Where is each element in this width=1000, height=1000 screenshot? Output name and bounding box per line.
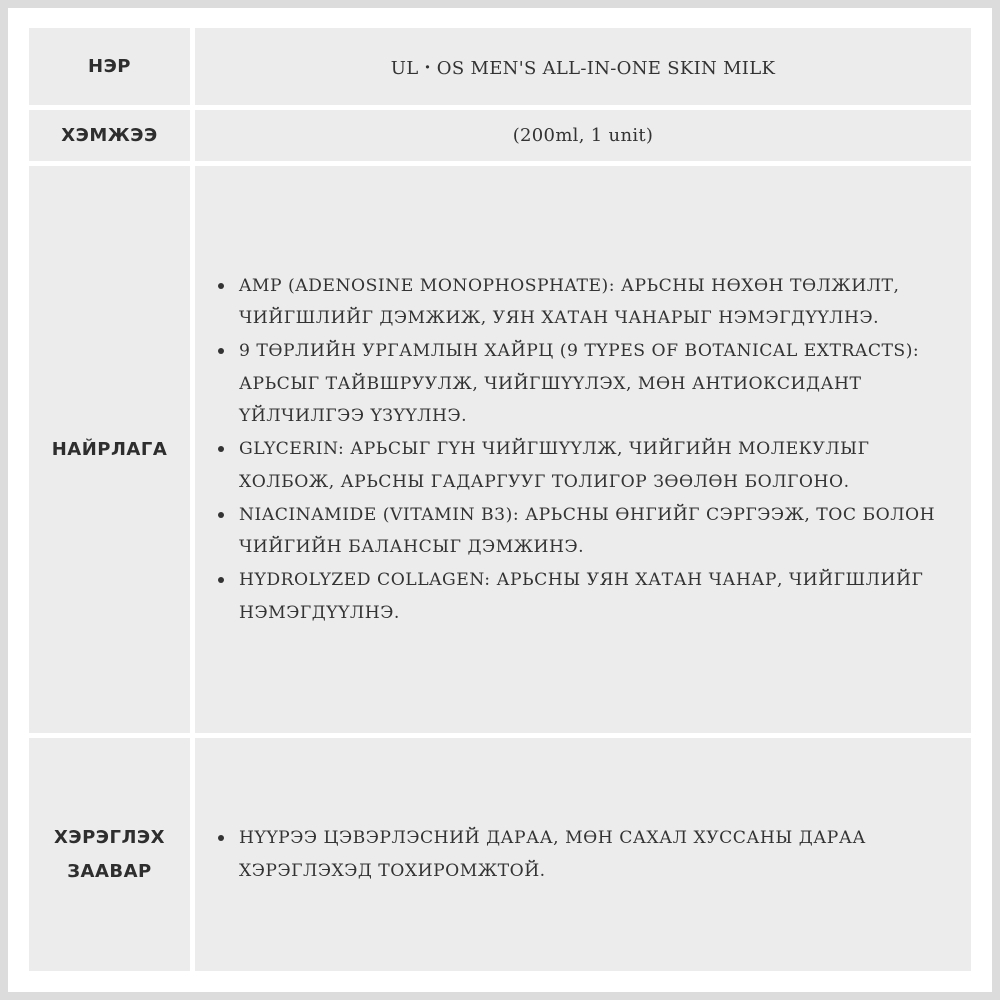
size-value-cell <box>195 110 971 161</box>
ingredient-item: GLYCERIN: АРЬСЫГ ГҮН ЧИЙГШҮҮЛЖ, ЧИЙГИЙН МОЛЕКУЛЫГ ХОЛБОЖ, АРЬСНЫ ГАДАРГУУГ ТОЛИГОР ЗӨӨЛӨН БОЛГОНО. <box>217 433 947 498</box>
ingredient-item: 9 ТӨРЛИЙН УРГАМЛЫН ХАЙРЦ (9 TYPES OF BOTANICAL EXTRACTS): АРЬСЫГ ТАЙВШРУУЛЖ, ЧИЙГШҮҮЛЭХ, МӨН АНТИОКСИДАНТ ҮЙЛЧИЛГЭЭ ҮЗҮҮЛНЭ. <box>217 335 947 433</box>
ingredients-list <box>217 270 947 630</box>
size-label-cell <box>29 110 190 161</box>
ingredient-item: NIACINAMIDE (VITAMIN B3): АРЬСНЫ ӨНГИЙГ СЭРГЭЭЖ, ТОС БОЛОН ЧИЙГИЙН БАЛАНСЫГ ДЭМЖИНЭ. <box>217 499 947 564</box>
usage-label-line-1: ХЭРЭГЛЭХ <box>54 826 165 848</box>
ingredient-item: AMP (ADENOSINE MONOPHOSPHATE): АРЬСНЫ НӨХӨН ТӨЛЖИЛТ, ЧИЙГШЛИЙГ ДЭМЖИЖ, УЯН ХАТАН ЧАНАРЫГ НЭМЭГДҮҮЛНЭ. <box>217 270 947 335</box>
ingredient-item: HYDROLYZED COLLAGEN: АРЬСНЫ УЯН ХАТАН ЧАНАР, ЧИЙГШЛИЙГ НЭМЭГДҮҮЛНЭ. <box>217 564 947 629</box>
name-value-cell <box>195 28 971 105</box>
size-label: ХЭМЖЭЭ <box>61 124 158 146</box>
usage-label-cell <box>29 738 190 971</box>
product-name: UL・OS MEN'S ALL-IN-ONE SKIN MILK <box>390 57 776 79</box>
usage-list <box>217 822 947 887</box>
ingredients-label-cell <box>29 166 190 733</box>
usage-value-cell <box>195 738 971 971</box>
usage-label-line-2: ЗААВАР <box>67 860 152 882</box>
name-label: НЭР <box>88 55 131 77</box>
ingredients-label: НАЙРЛАГА <box>51 438 168 460</box>
ingredients-value-cell <box>195 166 971 733</box>
usage-item: НҮҮРЭЭ ЦЭВЭРЛЭСНИЙ ДАРАА, МӨН САХАЛ ХУССАНЫ ДАРАА ХЭРЭГЛЭХЭД ТОХИРОМЖТОЙ. <box>217 822 947 887</box>
product-size: (200ml, 1 unit) <box>512 125 654 146</box>
name-label-cell <box>29 28 190 105</box>
usage-label <box>54 821 165 889</box>
